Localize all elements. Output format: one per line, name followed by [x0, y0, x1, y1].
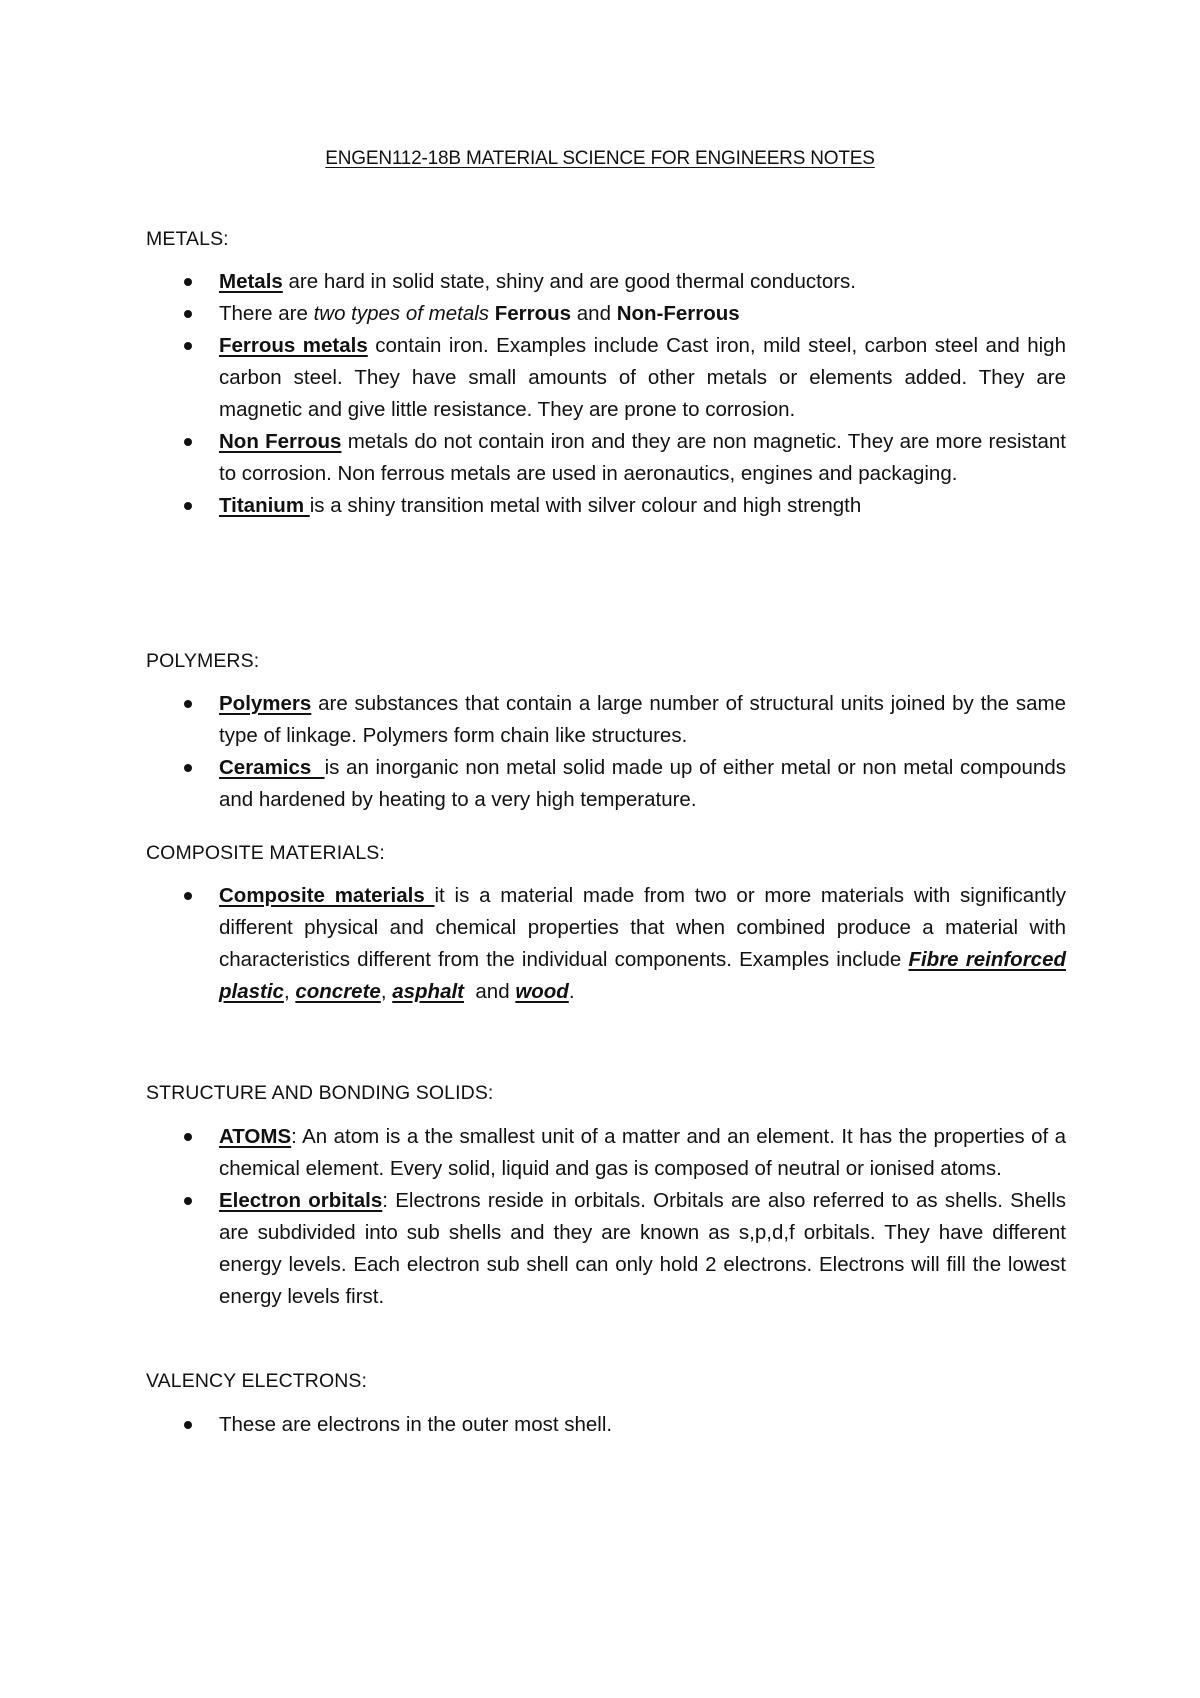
list-item	[146, 880, 1066, 1008]
item-text: metals do not contain iron and they are non magnetic. They are more resistant to corrosion. Non ferrous metals are used in aeronautics, engines and packaging.	[219, 430, 1066, 485]
bullet-icon	[184, 438, 192, 446]
item-text: These are electrons in the outer most shell.	[219, 1413, 613, 1436]
item-text: : Electrons reside in orbitals. Orbitals are also referred to as shells. Shells are subdivided into sub shells and they are known as s,p,d,f orbitals. They have different energy levels. Each electron sub shell can only hold 2 electrons. Electrons will fill the lowest energy levels first.	[219, 1189, 1066, 1308]
item-text: is an inorganic non metal solid made up of either metal or non metal compounds and hardened by heating to a very high temperature.	[219, 756, 1066, 811]
bullet-icon	[184, 892, 192, 900]
bold-text: Ferrous	[494, 302, 572, 325]
composites-list	[146, 880, 1066, 1008]
list-item	[146, 752, 1066, 816]
item-text: it is a material made from two or more materials with significantly different physical and chemical properties that when combined produce a material with characteristics different from the individual components. Examples include	[219, 884, 1067, 971]
item-text: contain iron. Examples include Cast iron, mild steel, carbon steel and high carbon steel. They have small amounts of other metals or elements added. They are magnetic and give little resistance. They are prone to corrosion.	[219, 334, 1066, 421]
bullet-icon	[184, 1197, 192, 1205]
list-item	[146, 1121, 1066, 1185]
section-heading-valency: VALENCY ELECTRONS:	[146, 1370, 368, 1392]
list-item	[146, 330, 1066, 426]
bullet-icon	[184, 310, 192, 318]
structure-list	[146, 1121, 1066, 1313]
valency-list	[146, 1409, 1066, 1441]
example-term: wood	[515, 980, 569, 1003]
term: Metals	[219, 270, 283, 293]
section-heading-structure: STRUCTURE AND BONDING SOLIDS:	[146, 1082, 494, 1104]
bullet-icon	[184, 342, 192, 350]
item-text: are substances that contain a large number of structural units joined by the same type of linkage. Polymers form chain like structures.	[219, 692, 1066, 747]
section-heading-polymers: POLYMERS:	[146, 650, 260, 672]
polymers-list	[146, 688, 1066, 816]
italic-text: two types of metals	[313, 302, 490, 325]
list-item	[146, 490, 1066, 522]
list-item	[146, 426, 1066, 490]
section-heading-metals: METALS:	[146, 228, 229, 250]
separator-text: and	[464, 980, 516, 1003]
bullet-icon	[184, 700, 192, 708]
item-text: are hard in solid state, shiny and are good thermal conductors.	[282, 270, 857, 293]
term: Composite materials	[219, 884, 435, 907]
metals-list	[146, 266, 1066, 522]
section-heading-composites: COMPOSITE MATERIALS:	[146, 842, 385, 864]
term: Electron orbitals	[219, 1189, 383, 1212]
bold-text: Non-Ferrous	[616, 302, 740, 325]
end-text: .	[568, 980, 575, 1003]
bullet-icon	[184, 278, 192, 286]
term: Titanium	[219, 494, 310, 517]
list-item	[146, 1409, 1066, 1441]
list-item	[146, 1185, 1066, 1313]
separator-text: ,	[283, 980, 296, 1003]
term: Ceramics	[219, 756, 325, 779]
term: Ferrous metals	[219, 334, 368, 357]
example-term: asphalt	[392, 980, 465, 1003]
page-title: ENGEN112-18B MATERIAL SCIENCE FOR ENGINEERS NOTES	[325, 148, 875, 169]
list-item	[146, 266, 1066, 298]
bullet-icon	[184, 1421, 192, 1429]
bullet-icon	[184, 764, 192, 772]
list-item	[146, 688, 1066, 752]
item-text: : An atom is a the smallest unit of a matter and an element. It has the properties of a chemical element. Every solid, liquid and gas is composed of neutral or ionised atoms.	[219, 1125, 1066, 1180]
bullet-icon	[184, 502, 192, 510]
item-text: There are	[219, 302, 314, 325]
separator-text: ,	[380, 980, 393, 1003]
example-term: concrete	[295, 980, 381, 1003]
term: ATOMS	[219, 1125, 292, 1148]
item-text: is a shiny transition metal with silver colour and high strength	[309, 494, 862, 517]
conjunction-text: and	[571, 302, 617, 325]
bullet-icon	[184, 1133, 192, 1141]
term: Non Ferrous	[219, 430, 342, 453]
term: Polymers	[219, 692, 312, 715]
example-term: Fibre reinforced plastic	[219, 948, 1066, 1003]
list-item	[146, 298, 1066, 330]
